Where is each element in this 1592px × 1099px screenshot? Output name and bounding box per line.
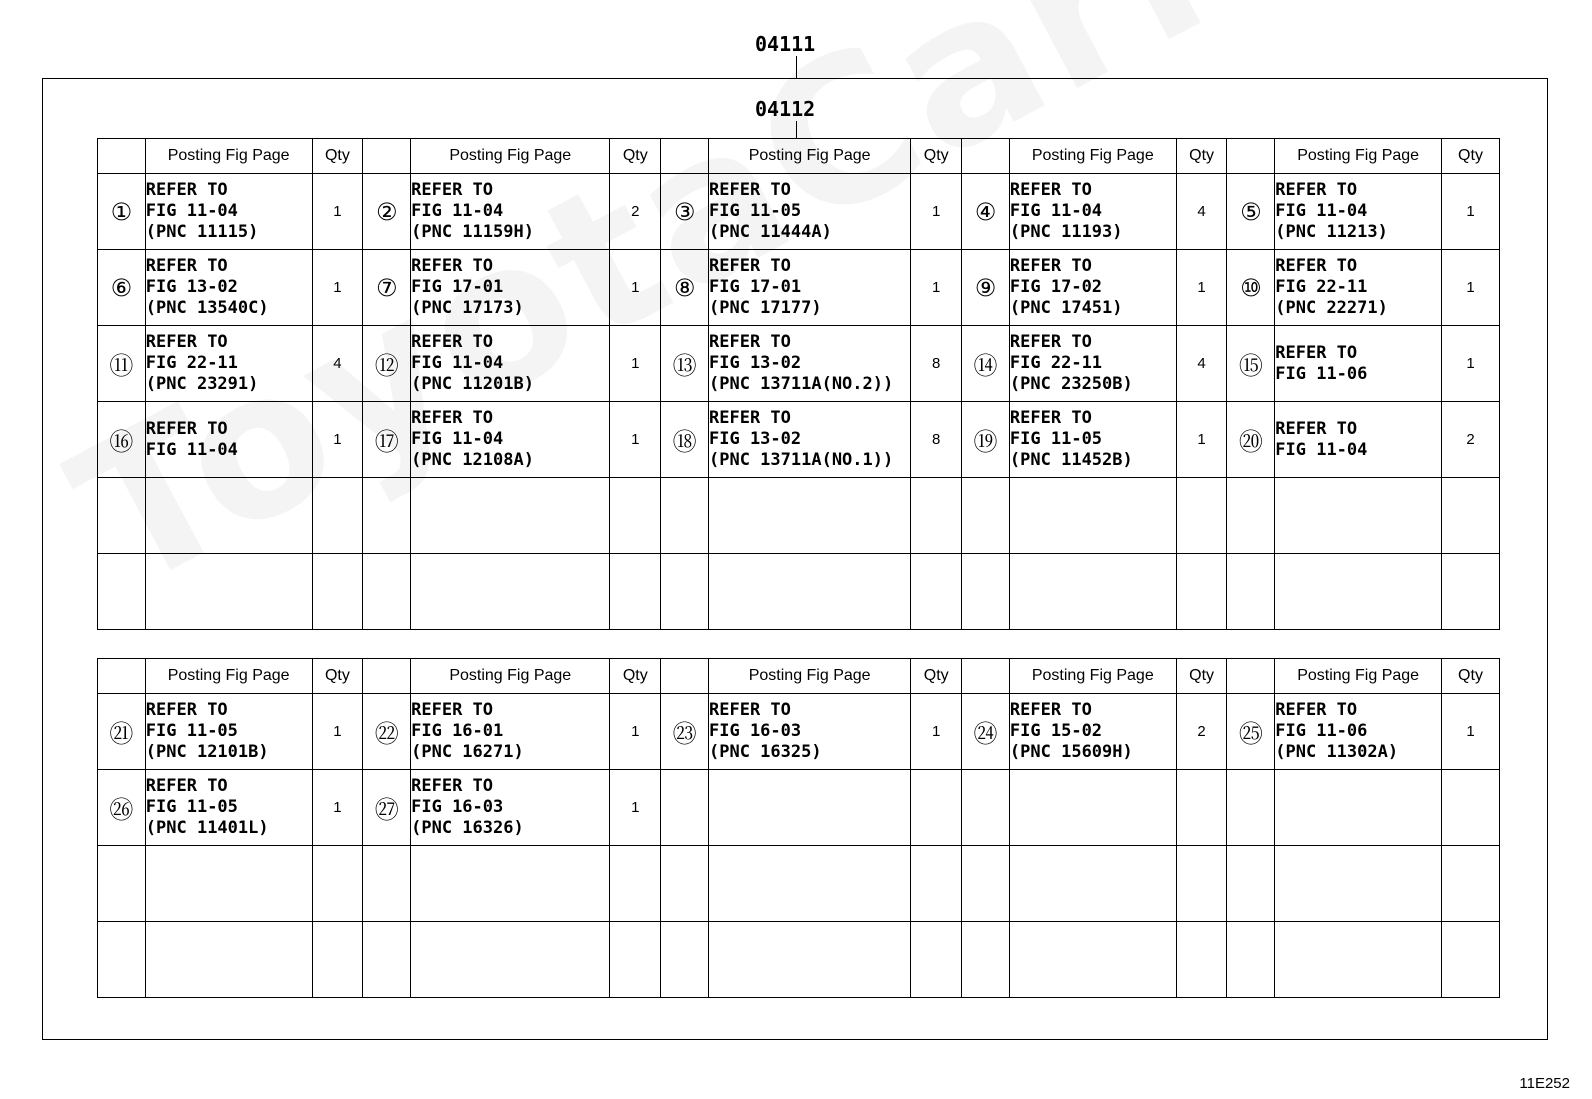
item-number	[962, 554, 1010, 630]
reference-line: (PNC 11115)	[145, 222, 259, 242]
reference-line: (PNC 11159H)	[411, 222, 534, 242]
reference-line: FIG 13-02	[709, 353, 802, 373]
posting-reference	[709, 250, 911, 326]
table-header-row	[98, 659, 1500, 694]
quantity: 2	[1442, 402, 1500, 478]
posting-reference	[411, 770, 610, 846]
reference-line: REFER TO	[411, 332, 494, 352]
item-number	[98, 922, 146, 998]
quantity	[610, 554, 661, 630]
reference-table-2	[97, 658, 1500, 998]
quantity: 4	[1176, 174, 1227, 250]
reference-line: (PNC 22271)	[1275, 298, 1388, 318]
reference-line: FIG 22-11	[145, 353, 238, 373]
assembly-code: 04111	[755, 32, 816, 56]
table-row	[98, 174, 1500, 250]
reference-line: FIG 11-05	[709, 201, 802, 221]
reference-line: FIG 13-02	[145, 277, 238, 297]
posting-reference	[1009, 250, 1176, 326]
header-posting: Posting Fig Page	[1275, 659, 1442, 694]
posting-reference	[1009, 402, 1176, 478]
posting-reference	[411, 478, 610, 554]
quantity: 1	[1442, 250, 1500, 326]
item-number: ⑲	[962, 402, 1010, 478]
quantity: 4	[312, 326, 363, 402]
posting-reference	[145, 402, 312, 478]
table-row	[98, 554, 1500, 630]
item-number: ⑦	[363, 250, 411, 326]
reference-line: FIG 17-01	[709, 277, 802, 297]
item-number: ⑳	[1227, 402, 1275, 478]
reference-line: FIG 11-04	[145, 201, 238, 221]
quantity	[1176, 554, 1227, 630]
header-qty: Qty	[610, 659, 661, 694]
item-number: ⑱	[661, 402, 709, 478]
posting-reference	[1275, 326, 1442, 402]
item-number	[661, 554, 709, 630]
subassembly-code: 04112	[755, 97, 816, 121]
posting-reference	[145, 922, 312, 998]
quantity: 1	[312, 402, 363, 478]
item-number	[661, 478, 709, 554]
posting-reference	[709, 402, 911, 478]
quantity: 1	[610, 326, 661, 402]
item-number	[962, 478, 1010, 554]
posting-reference	[411, 402, 610, 478]
reference-line: REFER TO	[1275, 418, 1358, 439]
quantity: 1	[610, 770, 661, 846]
header-posting: Posting Fig Page	[709, 139, 911, 174]
quantity	[1176, 846, 1227, 922]
quantity: 1	[610, 250, 661, 326]
item-number: ⑮	[1227, 326, 1275, 402]
reference-line: REFER TO	[145, 776, 228, 796]
item-number: ㉓	[661, 694, 709, 770]
item-number: ④	[962, 174, 1010, 250]
item-number	[98, 554, 146, 630]
reference-line: FIG 16-03	[411, 797, 504, 817]
quantity	[911, 554, 962, 630]
header-num-cell	[1227, 139, 1275, 174]
reference-line: FIG 11-06	[1275, 721, 1368, 741]
header-num-cell	[962, 139, 1010, 174]
reference-line: (PNC 11401L)	[145, 818, 269, 838]
table-row	[98, 846, 1500, 922]
header-posting: Posting Fig Page	[1009, 659, 1176, 694]
quantity: 1	[610, 402, 661, 478]
item-number	[363, 554, 411, 630]
item-number: ⑧	[661, 250, 709, 326]
header-posting: Posting Fig Page	[145, 139, 312, 174]
posting-reference	[709, 174, 911, 250]
item-number: ③	[661, 174, 709, 250]
item-number: ⑥	[98, 250, 146, 326]
reference-line: FIG 11-04	[1009, 201, 1103, 221]
item-number: ⑤	[1227, 174, 1275, 250]
posting-reference	[411, 174, 610, 250]
item-number	[962, 846, 1010, 922]
header-qty: Qty	[911, 659, 962, 694]
reference-line: REFER TO	[145, 256, 228, 276]
item-number: ⑫	[363, 326, 411, 402]
reference-line: (PNC 16325)	[709, 742, 822, 762]
posting-reference	[145, 326, 312, 402]
header-num-cell	[98, 659, 146, 694]
reference-line: REFER TO	[1275, 180, 1358, 200]
posting-reference	[145, 694, 312, 770]
item-number: ②	[363, 174, 411, 250]
quantity: 1	[312, 174, 363, 250]
reference-line: (PNC 23291)	[145, 374, 259, 394]
table-row	[98, 922, 1500, 998]
item-number	[363, 478, 411, 554]
quantity: 1	[610, 694, 661, 770]
posting-reference	[1009, 554, 1176, 630]
quantity: 1	[1442, 694, 1500, 770]
header-qty: Qty	[1176, 139, 1227, 174]
header-num-cell	[962, 659, 1010, 694]
reference-line: FIG 22-11	[1275, 277, 1368, 297]
reference-line: REFER TO	[145, 700, 228, 720]
item-number	[1227, 554, 1275, 630]
posting-reference	[1275, 402, 1442, 478]
quantity	[911, 478, 962, 554]
quantity	[312, 478, 363, 554]
reference-line: (PNC 16271)	[411, 742, 524, 762]
quantity: 8	[911, 402, 962, 478]
reference-line: (PNC 17451)	[1009, 298, 1123, 318]
quantity	[312, 846, 363, 922]
reference-line: REFER TO	[709, 256, 791, 276]
posting-reference	[411, 250, 610, 326]
reference-line: REFER TO	[411, 180, 494, 200]
header-qty: Qty	[312, 139, 363, 174]
reference-line: (PNC 11201B)	[411, 374, 534, 394]
reference-line: (PNC 13711A(NO.2))	[709, 374, 894, 394]
table-row	[98, 250, 1500, 326]
reference-line: REFER TO	[1009, 332, 1092, 352]
reference-line: FIG 16-01	[411, 721, 504, 741]
reference-line: (PNC 11213)	[1275, 222, 1388, 242]
item-number: ㉖	[98, 770, 146, 846]
posting-reference	[1275, 250, 1442, 326]
quantity: 1	[1176, 402, 1227, 478]
reference-line: REFER TO	[145, 180, 228, 200]
reference-line: REFER TO	[411, 408, 494, 428]
posting-reference	[709, 770, 911, 846]
quantity: 4	[1176, 326, 1227, 402]
header-qty: Qty	[1176, 659, 1227, 694]
posting-reference	[709, 846, 911, 922]
quantity: 1	[911, 174, 962, 250]
reference-table-1	[97, 138, 1500, 630]
reference-line: (PNC 23250B)	[1009, 374, 1133, 394]
posting-reference	[411, 846, 610, 922]
posting-reference	[411, 326, 610, 402]
posting-reference	[709, 694, 911, 770]
header-posting: Posting Fig Page	[411, 659, 610, 694]
reference-line: FIG 11-04	[411, 429, 504, 449]
item-number: ⑭	[962, 326, 1010, 402]
quantity	[911, 846, 962, 922]
quantity: 1	[312, 250, 363, 326]
item-number	[1227, 922, 1275, 998]
item-number	[962, 922, 1010, 998]
header-posting: Posting Fig Page	[411, 139, 610, 174]
posting-reference	[1275, 478, 1442, 554]
posting-reference	[709, 478, 911, 554]
quantity	[312, 922, 363, 998]
reference-line: REFER TO	[1275, 342, 1358, 363]
reference-line: REFER TO	[411, 256, 494, 276]
reference-line: (PNC 13540C)	[145, 298, 269, 318]
quantity	[610, 922, 661, 998]
reference-line: (PNC 13711A(NO.1))	[709, 450, 894, 470]
reference-line: (PNC 16326)	[411, 818, 524, 838]
table-row	[98, 770, 1500, 846]
reference-line: REFER TO	[1009, 700, 1092, 720]
posting-reference	[1275, 770, 1442, 846]
item-number	[1227, 846, 1275, 922]
reference-line: FIG 11-06	[1275, 363, 1368, 384]
header-num-cell	[363, 139, 411, 174]
item-number: ①	[98, 174, 146, 250]
quantity	[610, 478, 661, 554]
header-num-cell	[661, 139, 709, 174]
posting-reference	[411, 694, 610, 770]
quantity	[1442, 554, 1500, 630]
item-number: ⑯	[98, 402, 146, 478]
quantity: 2	[610, 174, 661, 250]
item-number: ㉕	[1227, 694, 1275, 770]
quantity	[1442, 478, 1500, 554]
posting-reference	[1275, 694, 1442, 770]
reference-line: FIG 13-02	[709, 429, 802, 449]
reference-line: REFER TO	[709, 332, 791, 352]
quantity	[1442, 770, 1500, 846]
posting-reference	[411, 922, 610, 998]
header-num-cell	[661, 659, 709, 694]
table-row	[98, 694, 1500, 770]
posting-reference	[709, 326, 911, 402]
reference-line: FIG 11-04	[411, 201, 504, 221]
quantity	[911, 770, 962, 846]
quantity	[1442, 922, 1500, 998]
header-qty: Qty	[312, 659, 363, 694]
posting-reference	[1275, 922, 1442, 998]
table-header-row	[98, 139, 1500, 174]
item-number: ⑨	[962, 250, 1010, 326]
reference-line: REFER TO	[709, 180, 791, 200]
quantity: 1	[911, 694, 962, 770]
header-num-cell	[98, 139, 146, 174]
reference-line: REFER TO	[1275, 700, 1358, 720]
reference-line: FIG 11-05	[145, 721, 238, 741]
reference-line: FIG 11-04	[145, 439, 238, 460]
header-posting: Posting Fig Page	[145, 659, 312, 694]
reference-line: REFER TO	[709, 700, 791, 720]
assembly-leader-line	[796, 56, 797, 78]
posting-reference	[145, 250, 312, 326]
posting-reference	[1009, 694, 1176, 770]
quantity: 1	[1176, 250, 1227, 326]
header-qty: Qty	[1442, 139, 1500, 174]
subassembly-leader-line	[796, 121, 797, 138]
reference-line: (PNC 11452B)	[1009, 450, 1133, 470]
quantity	[1176, 770, 1227, 846]
item-number: ㉗	[363, 770, 411, 846]
reference-line: (PNC 12108A)	[411, 450, 534, 470]
posting-reference	[709, 554, 911, 630]
reference-line: FIG 11-04	[411, 353, 504, 373]
posting-reference	[145, 174, 312, 250]
posting-reference	[1009, 770, 1176, 846]
reference-line: (PNC 12101B)	[145, 742, 269, 762]
posting-reference	[145, 554, 312, 630]
reference-line: REFER TO	[411, 776, 494, 796]
item-number: ㉒	[363, 694, 411, 770]
reference-line: REFER TO	[145, 332, 228, 352]
item-number: ⑪	[98, 326, 146, 402]
quantity: 1	[312, 770, 363, 846]
reference-line: FIG 22-11	[1009, 353, 1103, 373]
quantity	[911, 922, 962, 998]
reference-line: FIG 17-01	[411, 277, 504, 297]
header-num-cell	[363, 659, 411, 694]
table-row	[98, 478, 1500, 554]
item-number	[661, 770, 709, 846]
reference-line: REFER TO	[145, 418, 228, 439]
posting-reference	[1009, 326, 1176, 402]
reference-line: FIG 11-05	[145, 797, 238, 817]
item-number	[1227, 478, 1275, 554]
reference-line: (PNC 11302A)	[1275, 742, 1399, 762]
reference-line: REFER TO	[1009, 180, 1092, 200]
posting-reference	[411, 554, 610, 630]
posting-reference	[709, 922, 911, 998]
reference-line: (PNC 15609H)	[1009, 742, 1133, 762]
posting-reference	[1009, 846, 1176, 922]
quantity	[1176, 922, 1227, 998]
item-number	[962, 770, 1010, 846]
reference-line: REFER TO	[709, 408, 791, 428]
reference-line: FIG 15-02	[1009, 721, 1103, 741]
header-posting: Posting Fig Page	[1009, 139, 1176, 174]
reference-line: (PNC 17173)	[411, 298, 524, 318]
item-number: ⑰	[363, 402, 411, 478]
quantity	[1442, 846, 1500, 922]
posting-reference	[145, 478, 312, 554]
posting-reference	[1009, 922, 1176, 998]
quantity: 2	[1176, 694, 1227, 770]
item-number	[363, 922, 411, 998]
posting-reference	[145, 770, 312, 846]
posting-reference	[1275, 554, 1442, 630]
table-row	[98, 402, 1500, 478]
reference-line: REFER TO	[1009, 408, 1092, 428]
quantity	[1176, 478, 1227, 554]
table-row	[98, 326, 1500, 402]
item-number	[661, 846, 709, 922]
header-qty: Qty	[911, 139, 962, 174]
figure-id: 11E252	[1519, 1075, 1570, 1092]
quantity: 1	[911, 250, 962, 326]
posting-reference	[1275, 174, 1442, 250]
item-number	[98, 846, 146, 922]
quantity: 1	[1442, 326, 1500, 402]
posting-reference	[145, 846, 312, 922]
reference-line: FIG 11-05	[1009, 429, 1103, 449]
item-number	[98, 478, 146, 554]
reference-line: REFER TO	[1009, 256, 1092, 276]
item-number: ㉔	[962, 694, 1010, 770]
reference-line: FIG 11-04	[1275, 201, 1368, 221]
header-qty: Qty	[1442, 659, 1500, 694]
header-num-cell	[1227, 659, 1275, 694]
reference-line: FIG 16-03	[709, 721, 802, 741]
reference-line: FIG 17-02	[1009, 277, 1103, 297]
header-qty: Qty	[610, 139, 661, 174]
item-number	[363, 846, 411, 922]
reference-line: REFER TO	[411, 700, 494, 720]
item-number: ⑩	[1227, 250, 1275, 326]
reference-line: (PNC 17177)	[709, 298, 822, 318]
quantity	[610, 846, 661, 922]
reference-line: (PNC 11193)	[1009, 222, 1123, 242]
posting-reference	[1009, 174, 1176, 250]
reference-line: REFER TO	[1275, 256, 1358, 276]
quantity: 1	[312, 694, 363, 770]
header-posting: Posting Fig Page	[709, 659, 911, 694]
item-number: ⑬	[661, 326, 709, 402]
reference-line: FIG 11-04	[1275, 439, 1368, 460]
posting-reference	[1009, 478, 1176, 554]
quantity: 8	[911, 326, 962, 402]
item-number: ㉑	[98, 694, 146, 770]
header-posting: Posting Fig Page	[1275, 139, 1442, 174]
quantity	[312, 554, 363, 630]
quantity: 1	[1442, 174, 1500, 250]
reference-line: (PNC 11444A)	[709, 222, 832, 242]
item-number	[1227, 770, 1275, 846]
posting-reference	[1275, 846, 1442, 922]
item-number	[661, 922, 709, 998]
